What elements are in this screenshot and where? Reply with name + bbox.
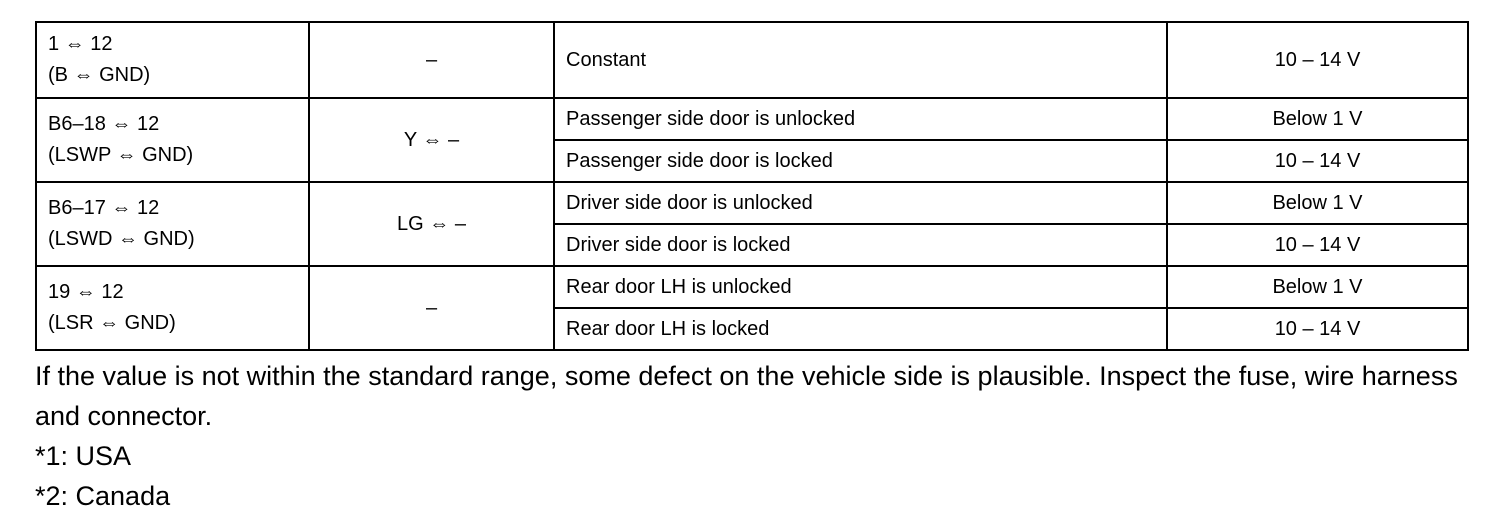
terminal-cell xyxy=(36,98,309,182)
wire-color-cell: – xyxy=(309,266,554,350)
voltage-spec-table xyxy=(35,21,1469,351)
condition-cell: Rear door LH is locked xyxy=(554,308,1167,350)
table-row xyxy=(36,22,1468,98)
terminal-label: 19 ⇔ 12 xyxy=(48,281,124,303)
terminal-label: 1 ⇔ 12 xyxy=(48,33,113,55)
wire-color-cell: LG ⇔ – xyxy=(309,182,554,266)
terminal-label: B6–17 ⇔ 12 xyxy=(48,197,160,219)
footnote-usa: *1: USA xyxy=(35,441,132,471)
inspection-note: If the value is not within the standard range, some defect on the vehicle side is plausible. Inspect the fuse, wire harness and connector. xyxy=(35,361,1458,431)
value-cell: 10 – 14 V xyxy=(1167,22,1468,98)
signal-label: (LSWP ⇔ GND) xyxy=(48,144,194,166)
table-row xyxy=(36,266,1468,308)
footnote-canada: *2: Canada xyxy=(35,481,171,511)
terminal-cell xyxy=(36,266,309,350)
condition-cell: Constant xyxy=(554,22,1167,98)
condition-cell: Passenger side door is unlocked xyxy=(554,98,1167,140)
table-row xyxy=(36,98,1468,140)
wire-color-cell: – xyxy=(309,22,554,98)
condition-cell: Driver side door is locked xyxy=(554,224,1167,266)
condition-cell: Driver side door is unlocked xyxy=(554,182,1167,224)
condition-cell: Passenger side door is locked xyxy=(554,140,1167,182)
value-cell: 10 – 14 V xyxy=(1167,308,1468,350)
terminal-cell xyxy=(36,182,309,266)
value-cell: Below 1 V xyxy=(1167,98,1468,140)
signal-label: (LSWD ⇔ GND) xyxy=(48,228,195,250)
signal-label: (LSR ⇔ GND) xyxy=(48,312,176,334)
value-cell: Below 1 V xyxy=(1167,266,1468,308)
value-cell: 10 – 14 V xyxy=(1167,224,1468,266)
terminal-label: B6–18 ⇔ 12 xyxy=(48,113,160,135)
terminal-cell xyxy=(36,22,309,98)
signal-label: (B ⇔ GND) xyxy=(48,64,151,86)
wire-color-cell: Y ⇔ – xyxy=(309,98,554,182)
value-cell: Below 1 V xyxy=(1167,182,1468,224)
table-row xyxy=(36,182,1468,224)
value-cell: 10 – 14 V xyxy=(1167,140,1468,182)
condition-cell: Rear door LH is unlocked xyxy=(554,266,1167,308)
notes-section xyxy=(35,356,1480,516)
